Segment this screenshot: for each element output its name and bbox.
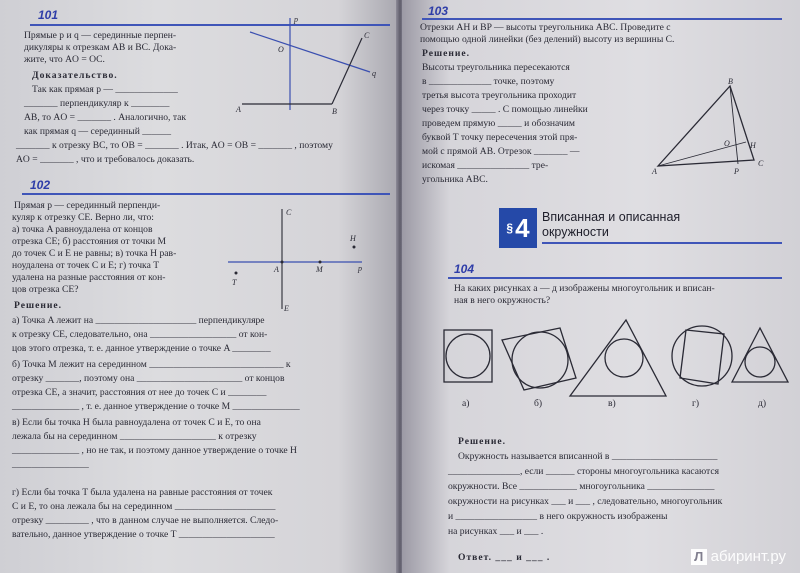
problem-104-rule: [448, 277, 782, 279]
caption-d: г): [692, 398, 700, 409]
line-q: [250, 32, 370, 72]
label-b: B: [728, 77, 733, 86]
figure-102: [228, 205, 378, 315]
problem-103-number: 103: [428, 4, 449, 18]
caption-a: а): [462, 398, 470, 409]
p102-line: ________________: [12, 459, 89, 470]
p102-line: цов этого отрезка, т. е. данное утверждение о точке A ________: [12, 343, 271, 354]
p104-line: Окружность называется вписанной в ______________________: [458, 451, 718, 462]
p103-line: угольника ABC.: [422, 174, 488, 185]
right-page: [402, 0, 800, 573]
watermark-logo-icon: Л: [691, 549, 707, 565]
p101-line: AB, то AO = _______ . Аналогично, так: [24, 112, 187, 123]
label-p: p: [294, 15, 298, 24]
p102-line: отрезку _______, поэтому она ______________________ от концов: [12, 373, 285, 384]
section-title: [542, 210, 680, 240]
label-a: A: [236, 105, 241, 114]
p101-proof-heading: Доказательство.: [32, 70, 118, 81]
figure-c: [570, 320, 666, 396]
point-m: [319, 261, 322, 264]
problem-101-number: 101: [38, 8, 59, 22]
section-symbol: §: [506, 221, 514, 235]
label-m: M: [316, 265, 323, 274]
p102-line: ноудалена от точек C и E; г) точка T: [12, 260, 160, 271]
label-h: H: [350, 234, 356, 243]
p103-line: проведем прямую _____ и обозначим: [422, 118, 575, 129]
left-page: [0, 0, 398, 573]
p104-line: окружности на рисунках ___ и ___ , следовательно, многоугольник: [448, 496, 723, 507]
p102-line: Прямая p — серединный перпенди-: [14, 200, 161, 211]
p102-line: в) Если бы точка H была равноудалена от точек C и E, то она: [12, 417, 261, 428]
p102-solution-heading: Решение.: [14, 300, 63, 311]
section-rule: [542, 242, 782, 244]
p102-line: отрезка CE; б) расстояния от точки M: [12, 236, 167, 247]
p101-line: _______ к отрезку BC, то OB = _______ . Итак, AO = OB = _______ , поэтому: [16, 140, 333, 151]
p101-line: AO = _______ , что и требовалось доказать.: [16, 154, 195, 165]
label-o: O: [724, 139, 730, 148]
label-c: C: [364, 31, 370, 40]
point-h: [353, 246, 356, 249]
p102-line: удалена на разные расстояния от кон-: [12, 272, 166, 283]
p103-line: в _____________ точке, поэтому: [422, 76, 555, 87]
problem-102-rule: [22, 193, 390, 195]
p104-line: окружности. Все ____________ многоугольника ______________: [448, 481, 715, 492]
p102-line: вательно, данное утверждение о точке T ____________________: [12, 529, 275, 540]
p102-line: г) Если бы точка T была удалена на равные расстояния от точек: [12, 487, 273, 498]
label-e: E: [284, 304, 289, 313]
p104-answer: Ответ. ___ и ___ .: [458, 552, 551, 563]
p102-line: ______________ , т. е. данное утверждение о точке M ______________: [12, 401, 300, 412]
figure-a: [444, 330, 492, 382]
p103-line: третья высота треугольника проходит: [422, 90, 577, 101]
p101-line: дикуляры к отрезкам AB и BC. Дока-: [24, 42, 177, 53]
section-title-line: окружности: [542, 225, 609, 239]
p101-line: Прямые p и q — серединные перпен-: [24, 30, 177, 41]
problem-104-number: 104: [454, 262, 475, 276]
p101-line: жите, что AO = OC.: [24, 54, 105, 65]
label-b: B: [332, 107, 337, 116]
label-t: T: [232, 278, 237, 287]
p102-line: отрезку _________ , что в данном случае не выполняется. Следо-: [12, 515, 279, 526]
p102-line: а) точка A равноудалена от концов: [12, 224, 153, 235]
watermark: [691, 548, 786, 565]
point-a: [281, 261, 284, 264]
watermark-text: абиринт.ру: [710, 548, 786, 565]
p101-line: как прямая q — серединный ______: [24, 126, 172, 137]
segment-bc: [332, 38, 362, 104]
p102-line: б) Точка M лежит на серединном ____________________________ к: [12, 359, 291, 370]
figure-101: [230, 10, 390, 120]
p103-line: буквой T точку пересечения этой пря-: [422, 132, 578, 143]
p104-question: На каких рисунках а — д изображены многоугольник и вписан-: [454, 283, 715, 294]
label-a: A: [274, 265, 279, 274]
figure-d: [672, 326, 732, 386]
label-p: P: [734, 167, 739, 176]
caption-b: б): [534, 398, 543, 409]
caption-e: д): [758, 398, 767, 409]
p103-line: Высоты треугольника пересекаются: [422, 62, 570, 73]
p104-line: _______________, если ______ стороны многоугольника касаются: [448, 466, 720, 477]
p103-solution-heading: Решение.: [422, 48, 471, 59]
figure-104: [432, 320, 792, 410]
altitude-ah: [658, 142, 746, 166]
p103-line: помощью одной линейки (без делений) высоту из вершины C.: [420, 34, 675, 45]
p104-solution-heading: Решение.: [458, 436, 507, 447]
p104-question: ная в него окружность?: [454, 295, 551, 306]
p102-line: C и E, то она лежала бы на серединном _____________________: [12, 501, 276, 512]
p102-line: ______________ , но не так, и поэтому данное утверждение о точке H: [12, 445, 297, 456]
caption-c: в): [608, 398, 616, 409]
section-number: 4: [515, 212, 530, 243]
label-c: C: [758, 159, 764, 168]
label-q: q: [372, 69, 376, 78]
section-badge: [499, 208, 537, 248]
point-t: [235, 272, 238, 275]
p103-line: искомая _______________ тре-: [422, 160, 549, 171]
label-p: p: [358, 264, 362, 273]
p102-line: к отрезку CE, следовательно, она __________________ от кон-: [12, 329, 268, 340]
label-o: O: [278, 45, 284, 54]
p104-line: и _________________ в него окружность изображены: [448, 511, 668, 522]
p104-line: на рисунках ___ и ___ .: [448, 526, 544, 537]
label-c: C: [286, 208, 292, 217]
p102-line: отрезка CE, а значит, расстояния от нее до точек C и ________: [12, 387, 267, 398]
section-title-line: Вписанная и описанная: [542, 210, 681, 224]
p103-line: через точку _____ . С помощью линейки: [422, 104, 588, 115]
p102-line: куляр к отрезку CE. Верно ли, что:: [12, 212, 154, 223]
p102-line: а) Точка A лежит на _____________________ перпендикуляре: [12, 315, 265, 326]
p101-line: Так как прямая p — _____________: [32, 84, 178, 95]
figure-103: [652, 78, 792, 178]
p102-line: цов отрезка CE?: [12, 284, 79, 295]
triangle-abc: [658, 86, 754, 166]
p101-line: _______ перпендикуляр к ________: [24, 98, 170, 109]
figure-b: [502, 328, 576, 390]
label-h: H: [750, 141, 756, 150]
figure-e: [732, 328, 788, 382]
label-a: A: [652, 167, 657, 176]
problem-102-number: 102: [30, 178, 51, 192]
p103-line: Отрезки AH и BP — высоты треугольника ABC. Проведите с: [420, 22, 671, 33]
p102-line: лежала бы на серединном ____________________ к отрезку: [12, 431, 257, 442]
p102-line: до точек C и E не равны; в) точка H рав-: [12, 248, 177, 259]
problem-103-rule: [422, 18, 782, 20]
p103-line: мой с прямой AB. Отрезок _______ —: [422, 146, 580, 157]
